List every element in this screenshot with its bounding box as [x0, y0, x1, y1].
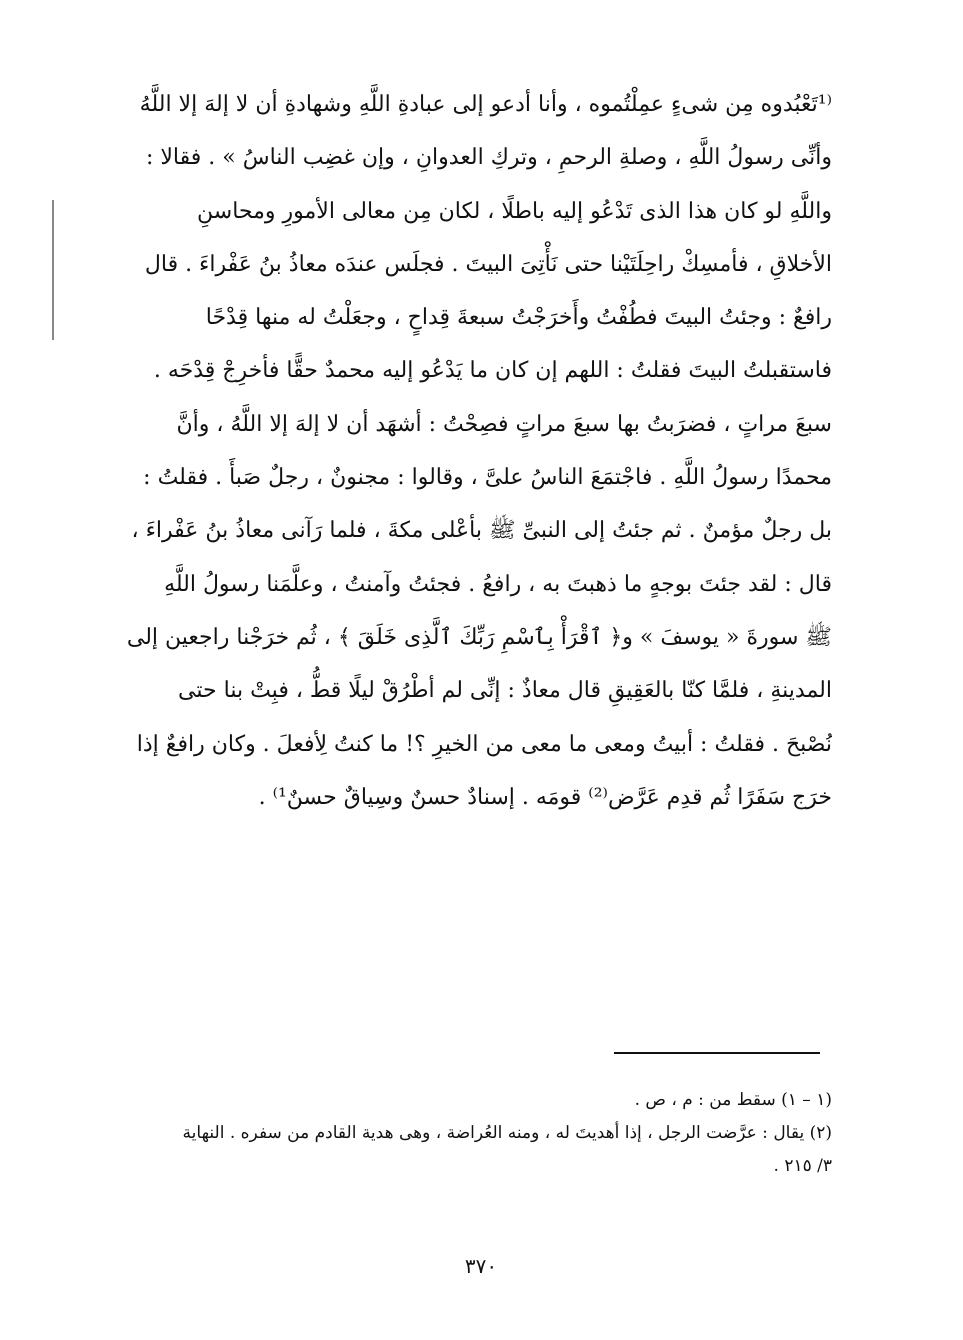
- footnote-1: (١ – ١) سقط من : م ، ص .: [634, 1090, 832, 1110]
- footnote-2-continued: ٣/ ٢١٥ .: [773, 1156, 832, 1176]
- text-line: خرَج سَفَرًا ثُم قدِم عَرَّض⁽²⁾ قومَه . إسنادٌ حسنٌ وسِياقٌ حسنٌ¹⁾ .: [258, 784, 832, 810]
- main-text-block: [112, 78, 832, 824]
- text-line: رافعٌ : وجئتُ البيتَ فطُفْتُ وأَخرَجْتُ سبعةَ قِداحٍ ، وجعَلْتُ له منها قِدْحًا: [205, 305, 832, 331]
- text-line: فاستقبلتُ البيتَ فقلتُ : اللهم إن كان ما يَدْعُو إليه محمدٌ حقًّا فأخرِجْ قِدْحَه .: [153, 358, 832, 384]
- text-line: بل رجلٌ مؤمنٌ . ثم جئتُ إلى النبىِّ ﷺ بأعْلى مكةَ ، فلما رَآنى معاذُ بنُ عَفْراءَ ،: [131, 518, 832, 544]
- page-number: ٣٧٠: [464, 1254, 498, 1278]
- text-line: محمدًا رسولُ اللَّهِ . فاجْتمَعَ الناسُ علىَّ ، وقالوا : مجنونٌ ، رجلٌ صَبأَ . فقلتُ :: [143, 465, 832, 491]
- text-line: نُصْبحَ . فقلتُ : أبيتُ ومعى ما معى من الخيرِ ؟! ما كنتُ لِأفعلَ . وكان رافعٌ إذا: [136, 731, 832, 757]
- text-line: الأخلاقِ ، فأمسِكْ راحِلَتَيْنا حتى نَأْتِىَ البيتَ . فجلَس عندَه معاذُ بنُ عَفْراءَ . قال: [144, 251, 832, 277]
- text-line: واللَّهِ لو كان هذا الذى تَدْعُو إليه باطلًا ، لكان مِن معالى الأمورِ ومحاسنِ: [197, 198, 832, 224]
- footnote-2: (٢) يقال : عرَّضت الرجل ، إذا أهديتَ له ، ومنه العُراضة ، وهى هدية القادم من سفره . النهاية: [182, 1123, 832, 1143]
- text-line: قال : لقد جئتَ بوجهٍ ما ذهبتَ به ، رافعُ . فجئتُ وآمنتُ ، وعلَّمَنا رسولُ اللَّهِ: [164, 571, 832, 597]
- text-line: ﷺ سورةَ « يوسفَ » و﴿ ٱقْرَأْ بِٱسْمِ رَبِّكَ ٱلَّذِى خَلَقَ ﴾ ، ثُم خرَجْنا راجعين إلى: [126, 624, 832, 650]
- margin-line: [52, 200, 54, 340]
- text-line: سبعَ مراتٍ ، فضرَبتُ بها سبعَ مراتٍ فصِحْتُ : أشهَد أن لا إلهَ إلا اللَّهُ ، وأنَّ: [176, 411, 832, 437]
- footnotes-block: [112, 1084, 832, 1183]
- text-line: وأنِّى رسولُ اللَّهِ ، وصلةِ الرحمِ ، وتركِ العدوانِ ، وإن غضِب الناسُ » . فقالا :: [145, 145, 832, 171]
- text-line: المدينةِ ، فلمَّا كنّا بالعَقِيقِ قال معاذٌ : إنِّى لم أطْرُقْ ليلًا قطُّ ، فبِتْ بنا حتى: [178, 678, 832, 704]
- text-line: ⁽¹تَعْبُدوه مِن شىءٍ عمِلْتُموه ، وأنا أدعو إلى عبادةِ اللَّهِ وشهادةِ أن لا إلهَ إلا اللَّهُ: [139, 92, 832, 117]
- footnote-divider: [614, 1052, 820, 1054]
